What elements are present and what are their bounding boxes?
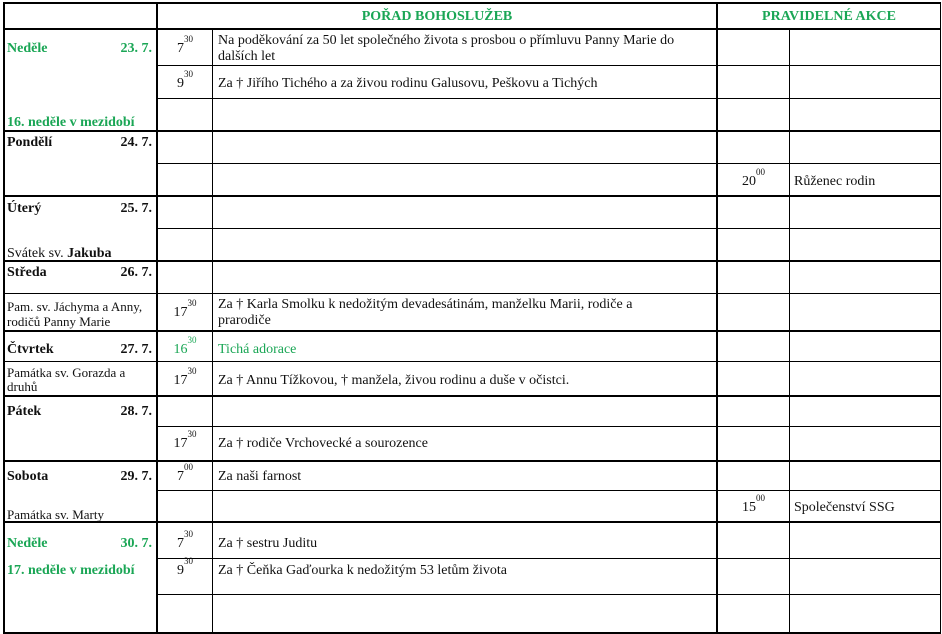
grid-line	[789, 30, 790, 634]
regular-events-header: PRAVIDELNÉ AKCE	[762, 9, 896, 24]
event-name: Společenství SSG	[794, 500, 895, 515]
grid-line	[3, 293, 941, 294]
mass-time: $7^{30}$	[177, 34, 193, 56]
adoration-label: Tichá adorace	[218, 342, 297, 357]
mass-intention: Za † rodiče Vrchovecké a sourozence	[218, 436, 428, 451]
day-date: 26. 7.	[120, 265, 152, 280]
day-name: Sobota	[7, 469, 49, 484]
mass-intention: Za † Annu Tížkovou, † manžela, živou rodinu a duše v očistci.	[218, 373, 570, 388]
mass-intention: Za † sestru Juditu	[218, 536, 318, 551]
grid-line	[3, 2, 941, 4]
grid-line	[3, 195, 941, 197]
grid-line	[157, 65, 941, 66]
day-date: 23. 7.	[120, 41, 152, 56]
grid-line	[3, 361, 941, 362]
grid-line	[3, 28, 941, 30]
day-name: Neděle	[7, 536, 48, 551]
day-note: rodičů Panny Marie	[7, 314, 111, 329]
day-name: Středa	[7, 265, 47, 280]
grid-line	[157, 490, 941, 491]
mass-time: $17^{30}$	[173, 366, 197, 388]
day-date: 28. 7.	[120, 404, 152, 419]
mass-intention: Na poděkování za 50 let společného života s prosbou o přímluvu Panny Marie do	[218, 33, 675, 48]
mass-time: $17^{30}$	[173, 429, 197, 451]
day-name: Neděle	[7, 41, 48, 56]
grid-line	[3, 330, 941, 332]
grid-line	[3, 130, 941, 132]
grid-line	[3, 260, 941, 262]
day-date: 27. 7.	[120, 342, 152, 357]
grid-line	[157, 163, 941, 164]
event-time: $15^{00}$	[742, 493, 765, 515]
grid-line	[3, 2, 5, 634]
event-name: Růženec rodin	[794, 174, 876, 189]
day-name: Úterý	[7, 201, 42, 216]
mass-intention: Za † Čeňka Gaďourka k nedožitým 53 letům života	[218, 563, 507, 578]
mass-time: $9^{30}$	[177, 69, 193, 91]
grid-line	[3, 395, 941, 397]
day-date: 25. 7.	[120, 201, 152, 216]
grid-line	[716, 2, 718, 634]
grid-line	[3, 460, 941, 462]
event-time: $20^{00}$	[742, 167, 765, 189]
mass-intention: Za † Jiřího Tichého a za živou rodinu Galusovu, Peškovu a Tichých	[218, 76, 598, 91]
mass-time: $7^{00}$	[177, 462, 193, 484]
grid-line	[157, 426, 941, 427]
day-date: 30. 7.	[120, 536, 152, 551]
mass-time: $7^{30}$	[177, 529, 193, 551]
day-name: Pondělí	[7, 135, 53, 150]
grid-line	[157, 228, 941, 229]
day-note: Památka sv. Gorazda a	[7, 365, 126, 380]
day-note: 16. neděle v mezidobí	[7, 115, 135, 130]
grid-line	[157, 98, 941, 99]
grid-line	[157, 558, 941, 559]
day-note: Svátek sv. Jakuba	[7, 246, 112, 261]
grid-line	[3, 521, 941, 523]
day-note: Památka sv. Marty	[7, 507, 104, 522]
grid-line	[940, 2, 941, 634]
day-note: druhů	[7, 379, 38, 394]
mass-intention: Za † Karla Smolku k nedožitým devadesátinám, manželku Marii, rodiče a	[218, 297, 633, 312]
mass-intention: Za naši farnost	[218, 469, 302, 484]
day-name: Čtvrtek	[7, 342, 54, 357]
grid-line	[157, 594, 941, 595]
day-note: 17. neděle v mezidobí	[7, 563, 135, 578]
day-name: Pátek	[7, 404, 42, 419]
day-date: 29. 7.	[120, 469, 152, 484]
day-date: 24. 7.	[120, 135, 152, 150]
mass-time: $9^{30}$	[177, 556, 193, 578]
mass-time: $17^{30}$	[173, 298, 197, 320]
mass-intention: prarodiče	[218, 313, 271, 328]
mass-intention: dalších let	[218, 49, 276, 64]
day-note: Pam. sv. Jáchyma a Anny,	[7, 299, 143, 314]
adoration-time: $16^{30}$	[173, 335, 197, 357]
schedule-header: POŘAD BOHOSLUŽEB	[361, 9, 513, 24]
